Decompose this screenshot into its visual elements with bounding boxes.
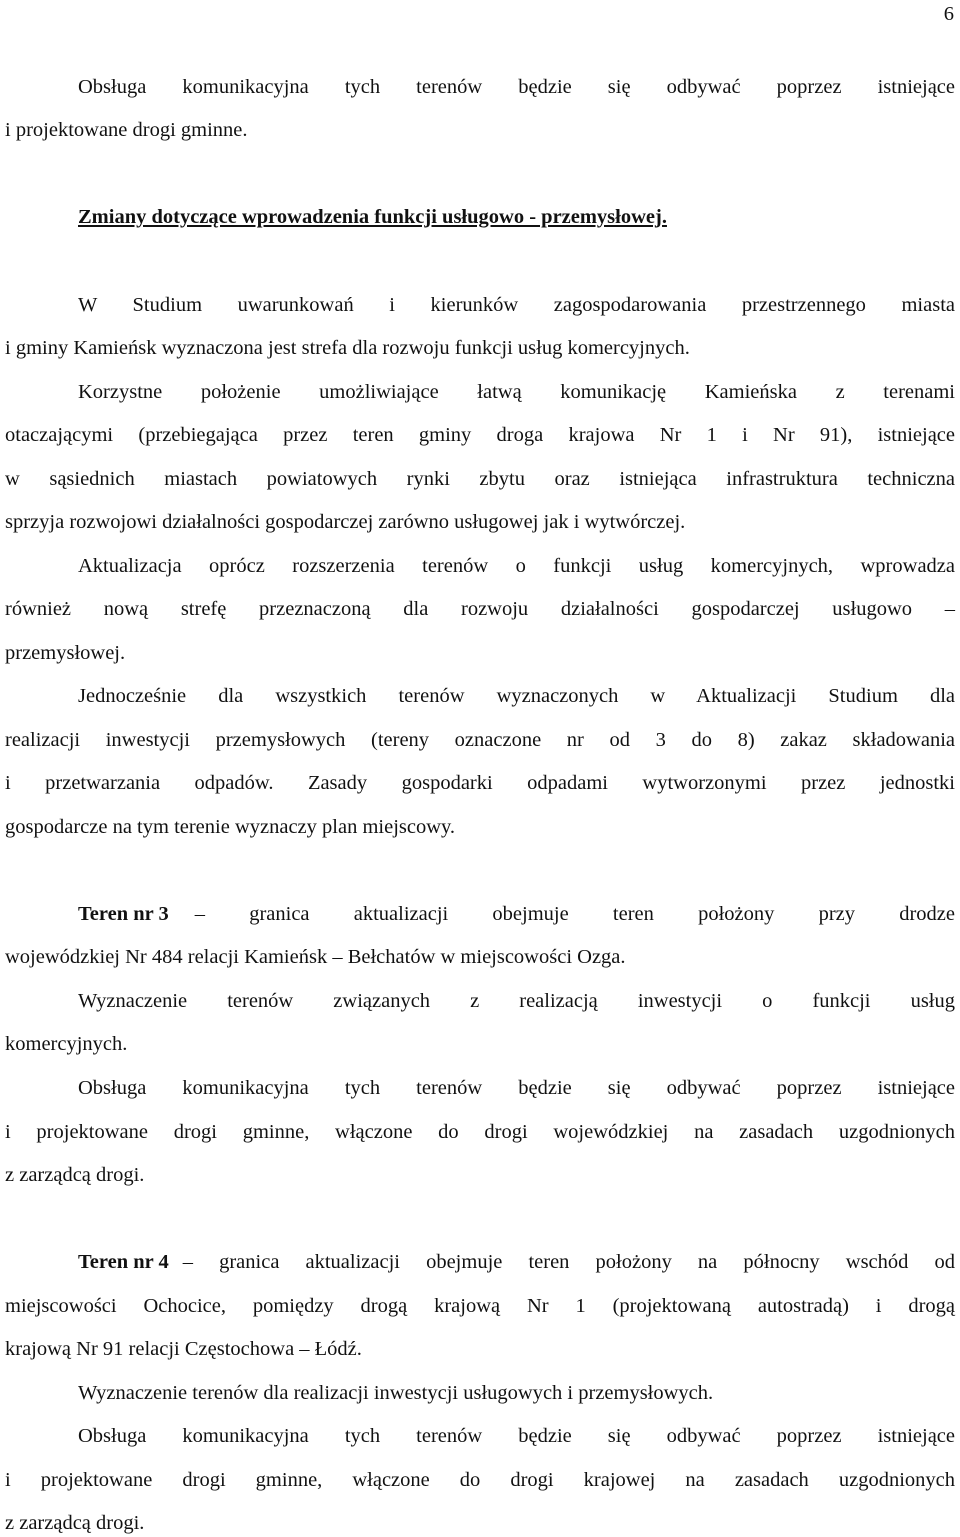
paragraph-line: Wyznaczenie terenów dla realizacji inwestycji usługowych i przemysłowych. (78, 1382, 714, 1404)
page-number: 6 (943, 3, 954, 25)
paragraph-line: W Studium uwarunkowań i kierunków zagospodarowania przestrzennego miasta (78, 294, 955, 316)
teren-4-text: – granica aktualizacji obejmuje teren położony na północny wschód od (182, 1251, 955, 1273)
teren-3-text: – granica aktualizacji obejmuje teren położony przy drodze (194, 903, 955, 925)
paragraph-line: miejscowości Ochocice, pomiędzy drogą krajową Nr 1 (projektowaną autostradą) i drogą (5, 1295, 955, 1317)
paragraph-line: i projektowane drogi gminne. (5, 119, 248, 141)
paragraph-line: Wyznaczenie terenów związanych z realizacją inwestycji o funkcji usług (78, 990, 955, 1012)
paragraph-line: Obsługa komunikacyjna tych terenów będzie się odbywać poprzez istniejące (78, 1077, 955, 1099)
paragraph-line: Aktualizacja oprócz rozszerzenia terenów o funkcji usług komercyjnych, wprowadza (78, 555, 955, 577)
paragraph-line: i projektowane drogi gminne, włączone do drogi wojewódzkiej na zasadach uzgodnionych (5, 1121, 955, 1143)
paragraph-line: i projektowane drogi gminne, włączone do drogi krajowej na zasadach uzgodnionych (5, 1469, 955, 1491)
paragraph-line: również nową strefę przeznaczoną dla rozwoju działalności gospodarczej usługowo – (5, 598, 955, 620)
teren-4-first-line (5, 1250, 955, 1274)
paragraph-line: Jednocześnie dla wszystkich terenów wyznaczonych w Aktualizacji Studium dla (78, 685, 955, 707)
paragraph-line: i gminy Kamieńsk wyznaczona jest strefa dla rozwoju funkcji usług komercyjnych. (5, 337, 690, 359)
teren-3-label: Teren nr 3 (78, 903, 169, 925)
paragraph-line: sprzyja rozwojowi działalności gospodarczej zarówno usługowej jak i wytwórczej. (5, 511, 686, 533)
section-heading (5, 205, 955, 229)
paragraph-line: Obsługa komunikacyjna tych terenów będzie się odbywać poprzez istniejące (78, 76, 955, 98)
teren-4-label: Teren nr 4 (78, 1251, 169, 1273)
paragraph-line: z zarządcą drogi. (5, 1164, 145, 1186)
paragraph-line: otaczającymi (przebiegająca przez teren gminy droga krajowa Nr 1 i Nr 91), istniejące (5, 424, 955, 446)
paragraph-line: w sąsiednich miastach powiatowych rynki zbytu oraz istniejąca infrastruktura techniczna (5, 468, 955, 490)
paragraph-line: Obsługa komunikacyjna tych terenów będzie się odbywać poprzez istniejące (78, 1425, 955, 1447)
paragraph-line: i przetwarzania odpadów. Zasady gospodarki odpadami wytworzonymi przez jednostki (5, 772, 955, 794)
paragraph-line: przemysłowej. (5, 642, 126, 664)
teren-3-first-line (5, 902, 955, 926)
paragraph-line: realizacji inwestycji przemysłowych (tereny oznaczone nr od 3 do 8) zakaz składowania (5, 729, 955, 751)
paragraph-line: z zarządcą drogi. (5, 1512, 145, 1534)
paragraph-line: wojewódzkiej Nr 484 relacji Kamieńsk – Bełchatów w miejscowości Ozga. (5, 946, 626, 968)
paragraph-line: gospodarcze na tym terenie wyznaczy plan miejscowy. (5, 816, 456, 838)
paragraph-line: Korzystne położenie umożliwiające łatwą komunikację Kamieńska z terenami (78, 381, 955, 403)
heading-text: Zmiany dotyczące wprowadzenia funkcji usługowo - przemysłowej. (78, 206, 667, 228)
paragraph-line: krajową Nr 91 relacji Częstochowa – Łódź. (5, 1338, 362, 1360)
paragraph-line: komercyjnych. (5, 1033, 128, 1055)
